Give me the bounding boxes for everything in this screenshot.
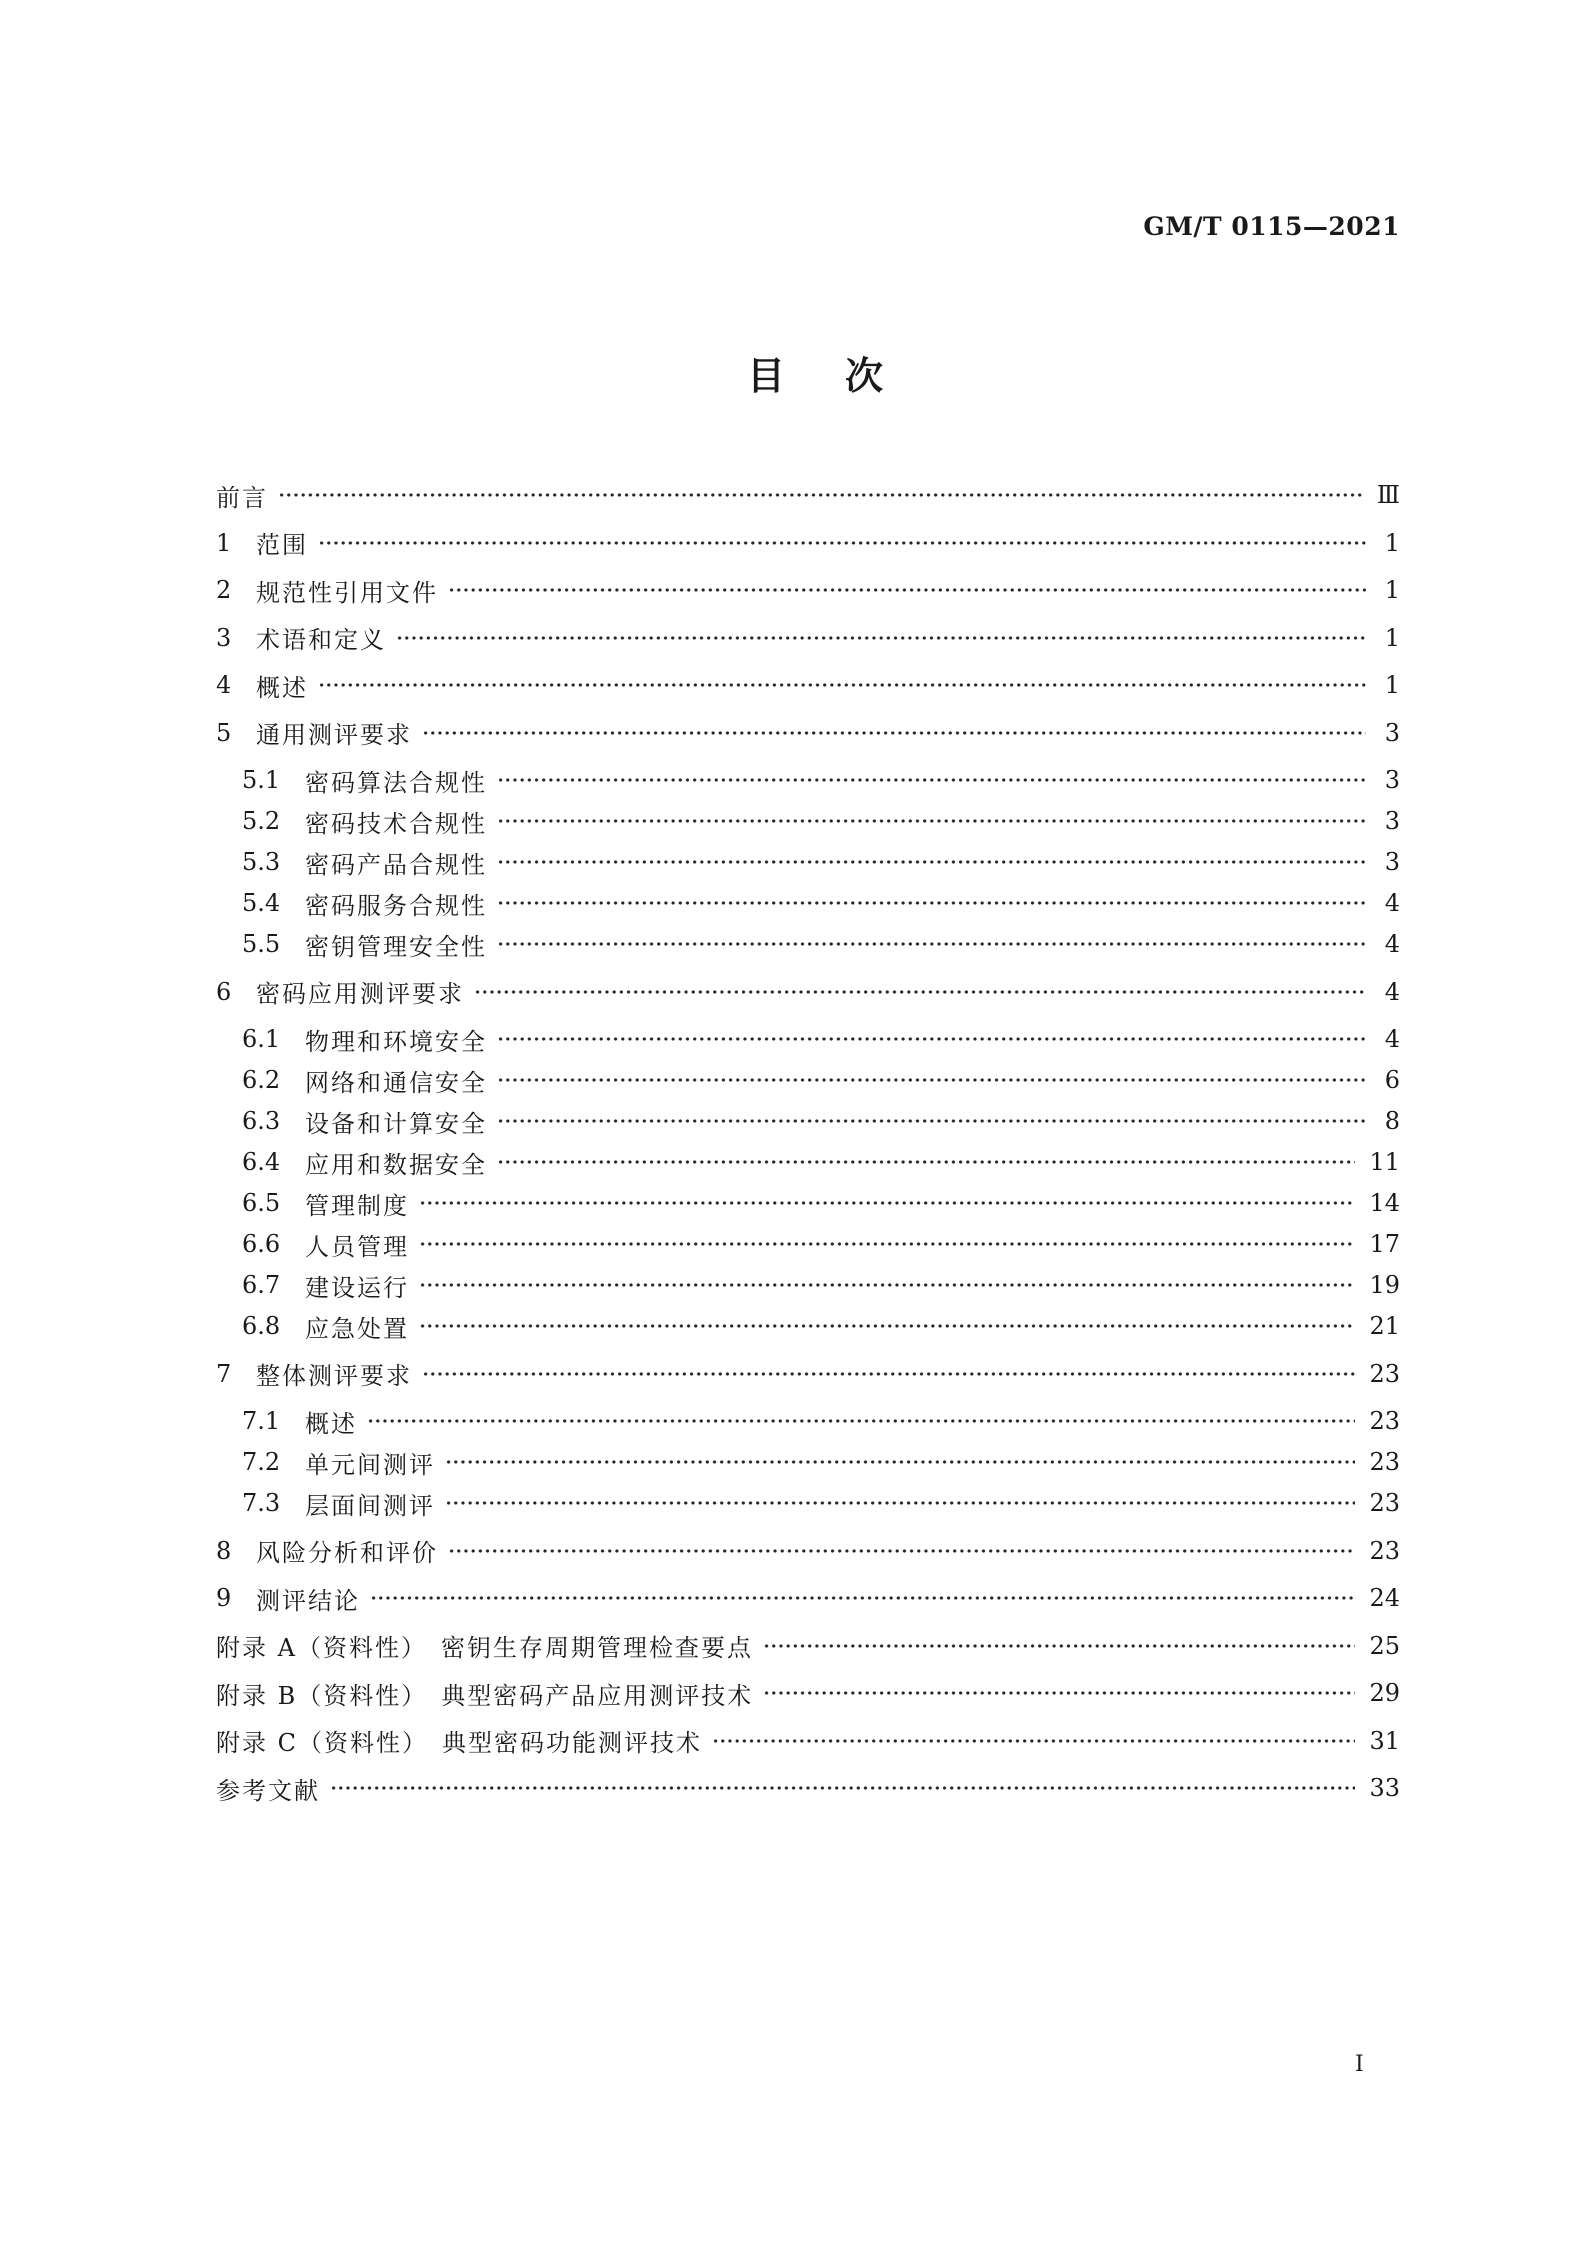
toc-entry[interactable] (216, 570, 1400, 611)
toc-entry-title: 附录 C（资料性） 典型密码功能测评技术 (216, 1729, 702, 1757)
toc-heading (0, 345, 1585, 400)
toc-entry[interactable] (216, 1720, 1400, 1761)
dot-leader (422, 728, 1366, 738)
toc-entry-number: 1 (216, 528, 232, 557)
toc-entry-title: 密码算法合规性 (305, 768, 487, 797)
dot-leader (474, 987, 1366, 997)
toc-entry[interactable] (216, 1060, 1400, 1101)
toc-entry[interactable] (216, 1530, 1400, 1571)
toc-entry-number: 4 (216, 671, 232, 699)
toc-entry-title: 术语和定义 (256, 626, 386, 654)
toc-entry-number: 6.6 (242, 1230, 281, 1258)
dot-leader (497, 1034, 1366, 1044)
dot-leader (318, 680, 1366, 690)
toc-entry-number: 2 (216, 576, 232, 604)
dot-leader (419, 1239, 1355, 1249)
toc-entry[interactable] (216, 760, 1400, 801)
toc-entry-title: 附录 A（资料性） 密钥生存周期管理检查要点 (216, 1634, 753, 1662)
dot-leader (497, 857, 1366, 867)
toc-entry-title: 概述 (256, 673, 308, 702)
toc-entry-number: 6.8 (242, 1312, 281, 1340)
toc-entry[interactable] (216, 1768, 1400, 1809)
toc-entry[interactable] (216, 924, 1400, 965)
dot-leader (278, 490, 1363, 500)
dot-leader (497, 1157, 1355, 1167)
toc-entry[interactable] (216, 475, 1400, 516)
toc-entry-title: 人员管理 (305, 1232, 409, 1261)
toc-entry-title: 密码技术合规性 (305, 809, 487, 838)
toc-entry-page: 24 (1369, 1584, 1400, 1612)
toc-entry[interactable] (216, 971, 1400, 1012)
toc-entry-page: 1 (1384, 671, 1400, 699)
toc-entry[interactable] (216, 522, 1400, 563)
toc-entry[interactable] (216, 1101, 1400, 1142)
dot-leader (763, 1641, 1355, 1651)
toc-entry-page: 21 (1369, 1312, 1400, 1340)
toc-entry[interactable] (216, 1306, 1400, 1347)
toc-entry-page: Ⅲ (1376, 481, 1400, 509)
toc-entry[interactable] (216, 1483, 1400, 1524)
dot-leader (497, 939, 1366, 949)
toc-entry-page: 29 (1369, 1679, 1400, 1707)
toc-entry[interactable] (216, 842, 1400, 883)
toc-entry-page: 4 (1384, 889, 1400, 917)
toc-entry-number: 5.2 (242, 807, 281, 835)
toc-entry-title: 设备和计算安全 (305, 1109, 487, 1138)
toc-heading-char: 次 (845, 353, 884, 398)
table-of-contents (216, 468, 1400, 1815)
toc-entry-title: 概述 (305, 1409, 357, 1438)
toc-entry-number: 6.4 (242, 1148, 281, 1176)
toc-entry-title: 附录 B（资料性） 典型密码产品应用测评技术 (216, 1681, 754, 1710)
toc-entry[interactable] (216, 665, 1400, 706)
toc-entry-title: 单元间测评 (305, 1450, 435, 1479)
toc-entry[interactable] (216, 1625, 1400, 1666)
dot-leader (330, 1783, 1355, 1793)
standard-code: GM/T 0115—2021 (1143, 212, 1400, 241)
toc-entry-page: 23 (1369, 1536, 1400, 1565)
toc-entry[interactable] (216, 617, 1400, 658)
toc-entry-page: 4 (1384, 977, 1400, 1006)
toc-entry-page: 17 (1369, 1230, 1400, 1258)
toc-entry-page: 3 (1384, 766, 1400, 794)
toc-entry-number: 6.1 (242, 1025, 281, 1053)
toc-entry-number: 7.3 (242, 1489, 281, 1517)
toc-entry-number: 6 (216, 977, 232, 1006)
toc-entry-title: 层面间测评 (305, 1491, 435, 1520)
toc-entry-title: 密码服务合规性 (305, 891, 487, 920)
toc-entry-title: 密码应用测评要求 (256, 980, 464, 1008)
toc-entry-number: 7 (216, 1359, 232, 1388)
dot-leader (497, 816, 1366, 826)
toc-entry-page: 23 (1369, 1448, 1400, 1476)
toc-entry-title: 物理和环境安全 (305, 1027, 487, 1056)
dot-leader (497, 1075, 1366, 1085)
dot-leader (318, 538, 1366, 548)
toc-entry-title: 建设运行 (305, 1273, 409, 1302)
toc-entry[interactable] (216, 712, 1400, 753)
toc-entry-title: 测评结论 (256, 1586, 360, 1615)
toc-entry-page: 4 (1384, 1025, 1400, 1053)
page-number: I (1355, 2052, 1364, 2077)
dot-leader (419, 1198, 1355, 1208)
toc-entry-title: 应急处置 (305, 1314, 409, 1343)
toc-entry-number: 6.7 (242, 1271, 281, 1299)
toc-entry-title: 参考文献 (216, 1776, 320, 1805)
toc-entry-page: 19 (1369, 1271, 1400, 1299)
toc-entry-number: 9 (216, 1584, 232, 1612)
toc-entry-number: 3 (216, 623, 232, 652)
dot-leader (445, 1498, 1355, 1508)
toc-entry-title: 风险分析和评价 (256, 1539, 438, 1567)
toc-entry-number: 5.1 (242, 766, 281, 794)
toc-entry-title: 范围 (256, 531, 308, 559)
toc-entry-number: 6.3 (242, 1107, 281, 1135)
toc-entry-page: 23 (1369, 1407, 1400, 1435)
toc-entry[interactable] (216, 801, 1400, 842)
toc-entry-number: 8 (216, 1536, 232, 1565)
toc-entry-page: 33 (1369, 1774, 1400, 1802)
toc-entry[interactable] (216, 883, 1400, 924)
toc-entry[interactable] (216, 1142, 1400, 1183)
toc-entry-page: 23 (1369, 1359, 1400, 1388)
toc-entry-title: 前言 (216, 483, 268, 512)
toc-entry-page: 6 (1384, 1066, 1400, 1094)
toc-entry-title: 管理制度 (305, 1191, 409, 1220)
dot-leader (396, 633, 1366, 643)
toc-entry-page: 11 (1369, 1148, 1400, 1176)
toc-entry-title: 规范性引用文件 (256, 578, 438, 607)
dot-leader (370, 1593, 1355, 1603)
toc-entry-page: 1 (1384, 576, 1400, 604)
toc-entry[interactable] (216, 1401, 1400, 1442)
toc-entry-page: 1 (1384, 528, 1400, 557)
toc-entry-number: 5 (216, 718, 232, 747)
toc-entry-title: 应用和数据安全 (305, 1150, 487, 1179)
toc-entry[interactable] (216, 1183, 1400, 1224)
dot-leader (497, 898, 1366, 908)
toc-entry-page: 3 (1384, 848, 1400, 876)
toc-entry-page: 3 (1384, 718, 1400, 747)
toc-entry-title: 网络和通信安全 (305, 1068, 487, 1097)
dot-leader (712, 1736, 1355, 1746)
toc-entry[interactable] (216, 1673, 1400, 1714)
toc-entry-number: 5.3 (242, 848, 281, 876)
toc-entry-page: 8 (1384, 1107, 1400, 1135)
toc-entry-page: 25 (1369, 1631, 1400, 1660)
toc-entry-page: 1 (1384, 623, 1400, 652)
toc-entry-title: 通用测评要求 (256, 721, 412, 749)
toc-entry-page: 31 (1369, 1726, 1400, 1755)
toc-entry[interactable] (216, 1578, 1400, 1619)
toc-entry-number: 6.2 (242, 1066, 281, 1094)
dot-leader (497, 1116, 1366, 1126)
toc-entry[interactable] (216, 1353, 1400, 1394)
dot-leader (419, 1280, 1355, 1290)
dot-leader (497, 775, 1366, 785)
toc-entry-title: 密钥管理安全性 (305, 932, 487, 961)
toc-entry[interactable] (216, 1442, 1400, 1483)
toc-heading-char: 目 (746, 353, 785, 398)
toc-entry-title: 密码产品合规性 (305, 850, 487, 879)
toc-entry-number: 7.2 (242, 1448, 281, 1476)
toc-entry-title: 整体测评要求 (256, 1362, 412, 1390)
toc-entry[interactable] (216, 1019, 1400, 1060)
dot-leader (448, 585, 1366, 595)
toc-entry-page: 4 (1384, 930, 1400, 958)
dot-leader (448, 1546, 1355, 1556)
toc-entry-page: 14 (1369, 1189, 1400, 1217)
toc-entry-page: 3 (1384, 807, 1400, 835)
toc-entry-number: 5.4 (242, 889, 281, 917)
toc-entry-page: 23 (1369, 1489, 1400, 1517)
dot-leader (367, 1416, 1355, 1426)
toc-entry-number: 5.5 (242, 930, 281, 958)
dot-leader (763, 1688, 1355, 1698)
dot-leader (422, 1369, 1355, 1379)
toc-entry-number: 6.5 (242, 1189, 281, 1217)
dot-leader (445, 1457, 1355, 1467)
dot-leader (419, 1321, 1355, 1331)
toc-entry[interactable] (216, 1265, 1400, 1306)
toc-entry-number: 7.1 (242, 1407, 281, 1435)
toc-entry[interactable] (216, 1224, 1400, 1265)
